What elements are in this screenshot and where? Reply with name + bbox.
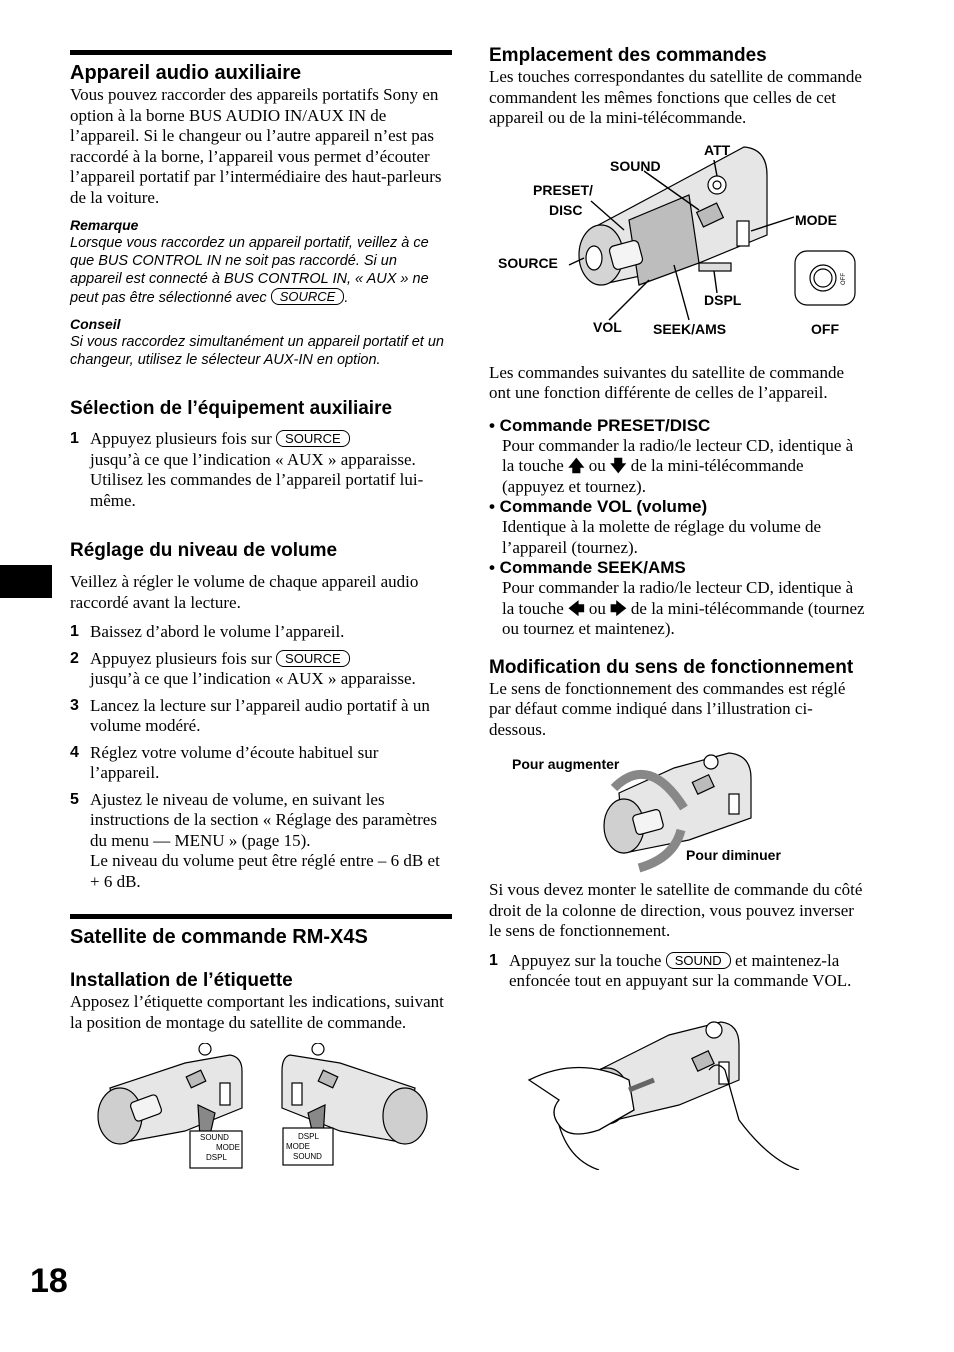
vol-body: Identique à la molette de réglage du volume de l’appareil (tournez). [502, 517, 822, 557]
direction-diagram [489, 748, 869, 873]
location-title: Emplacement des commandes [489, 45, 767, 66]
tip-body: Si vous raccordez simultanément un appareil portatif et un changeur, utilisez le sélecteur AUX-IN en option. [70, 334, 444, 368]
left-column [70, 50, 452, 1183]
arrow-left-icon: 🡄 [568, 598, 585, 618]
section-tab [0, 565, 52, 598]
vol-label: VOL [593, 318, 622, 335]
modification-body: Le sens de fonctionnement des commandes est réglé par défaut comme indiqué dans l’illustration ci-dessous. [489, 678, 846, 739]
right-column [489, 44, 869, 1175]
source-button: SOURCE [276, 650, 350, 667]
sticker-label: MODE [286, 1142, 310, 1151]
level-step-2: 2 Appuyez plusieurs fois sur SOURCE jusqu’à ce que l’indication « AUX » apparaisse. [70, 648, 416, 688]
preset-label: PRESET/ [533, 181, 593, 198]
att-label: ATT [704, 141, 731, 158]
arrow-up-icon: 🡅 [568, 456, 585, 475]
source-button: SOURCE [276, 430, 350, 447]
aux-title: Appareil audio auxiliaire [70, 62, 302, 84]
level-step-5: 5 Ajustez le niveau de volume, en suivant les instructions de la section « Réglage des paramètres du menu — MENU » (page 15). Le niveau du volume peut être réglé entre – 6 dB et + 6 dB. [70, 789, 440, 891]
sticker-label: DSPL [206, 1153, 227, 1162]
remark-title: Remarque [70, 217, 139, 233]
sticker-label: MODE [216, 1143, 240, 1152]
seek-heading: • Commande SEEK/AMS [489, 558, 686, 577]
label-body: Apposez l’étiquette comportant les indications, suivant la position de montage du satellite de commande. [70, 992, 444, 1032]
sound-button: SOUND [666, 952, 731, 969]
select-title: Sélection de l’équipement auxiliaire [70, 398, 393, 419]
page-number: 18 [30, 1262, 68, 1300]
level-title: Réglage du niveau de volume [70, 540, 338, 561]
dspl-label: DSPL [704, 291, 742, 308]
location-body: Les touches correspondantes du satellite de commande commandent les mêmes fonctions que celles de cet appareil ou de la mini-télécommande. [489, 67, 862, 127]
preset-disc-body: Pour commander la radio/le lecteur CD, identique à la touche 🡅 ou 🡇 de la mini-télécommande (appuyez et tournez). [502, 435, 854, 496]
sticker-label: SOUND [293, 1152, 322, 1161]
remark-body: Lorsque vous raccordez un appareil portatif, veillez à ce que BUS CONTROL IN ne soit pas raccordé. Si un appareil est connecté à BUS CONTROL IN, « AUX » ne peut pas être sélectionné avec SOURCE . [70, 235, 429, 306]
select-step-1: 1 Appuyez plusieurs fois sur SOURCE jusqu’à ce que l’indication « AUX » apparaisse. Utilisez les commandes de l’appareil portatif lui-même. [70, 429, 424, 510]
section-rule [70, 914, 452, 919]
sound-label: SOUND [610, 157, 661, 174]
preset-disc-heading: • Commande PRESET/DISC [489, 415, 711, 435]
seek-ams-label: SEEK/AMS [653, 320, 727, 337]
invert-step-1: 1 Appuyez sur la touche SOUND et maintenez-la enfoncée tout en appuyant sur la commande VOL. [489, 950, 852, 990]
decrease-label: Pour diminuer [686, 847, 781, 863]
hand-press-illustration [489, 1000, 869, 1170]
satellite-title: Satellite de commande RM-X4S [70, 926, 368, 948]
controls-diagram [489, 135, 869, 350]
level-step-3: 3 Lancez la lecture sur l’appareil audio portatif à un volume modéré. [70, 695, 430, 735]
modification-title: Modification du sens de fonctionnement [489, 656, 854, 678]
tip-title: Conseil [70, 316, 121, 332]
level-intro: Veillez à régler le volume de chaque appareil audio raccordé avant la lecture. [70, 572, 419, 612]
sticker-label: SOUND [200, 1133, 229, 1142]
arrow-down-icon: 🡇 [610, 456, 627, 475]
arrow-right-icon: 🡆 [610, 598, 627, 618]
increase-label: Pour augmenter [512, 756, 620, 772]
source-label: SOURCE [498, 254, 558, 271]
diff-body: Les commandes suivantes du satellite de commande ont une fonction différente de celles de l’appareil. [489, 362, 845, 402]
off-small-label: OFF [841, 272, 847, 285]
off-label: OFF [811, 320, 839, 337]
section-rule [70, 50, 452, 55]
seek-body: Pour commander la radio/le lecteur CD, identique à la touche 🡄 ou 🡆 de la mini-télécommande (tournez ou tournez et maintenez). [502, 578, 865, 638]
disc-label: DISC [549, 201, 583, 218]
level-step-4: 4 Réglez votre volume d’écoute habituel sur l’appareil. [70, 742, 379, 782]
level-step-1: 1 Baissez d’abord le volume l’appareil. [70, 622, 345, 641]
label-title: Installation de l’étiquette [70, 970, 293, 991]
label-sticker-illustration [70, 1043, 452, 1178]
invert-body: Si vous devez monter le satellite de commande du côté droit de la colonne de direction, vous pouvez inverser le sens de fonctionnement. [489, 880, 863, 940]
vol-heading: • Commande VOL (volume) [489, 497, 708, 516]
aux-body: Vous pouvez raccorder des appareils portatifs Sony en option à la borne BUS AUDIO IN/AUX IN de l’appareil. Si le changeur ou l’autre appareil n’est pas raccordé à la borne, l’appareil vous permet d’écouter l’appareil portatif par l’intermédiaire des haut-parleurs de la voiture. [70, 85, 442, 207]
mode-label: MODE [795, 211, 837, 228]
source-button: SOURCE [271, 288, 345, 305]
sticker-label: DSPL [298, 1132, 319, 1141]
